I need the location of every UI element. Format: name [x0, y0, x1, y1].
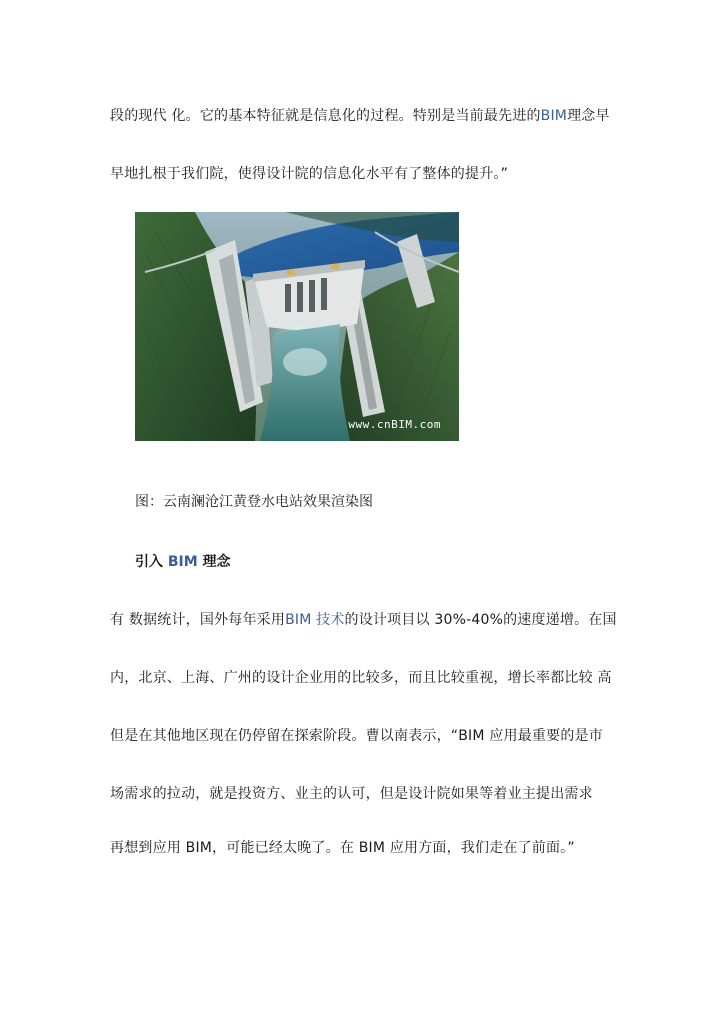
image-watermark: www.cnBIM.com [348, 418, 441, 431]
paragraph-line: 再想到应用 BIM，可能已经太晚了。在 BIM 应用方面，我们走在了前面。” [110, 840, 575, 856]
paragraph-line: 内，北京、上海、广州的设计企业用的比较多，而且比较重视，增长率都比较 高 [110, 670, 612, 686]
text-segment: 的设计项目以 30%-40%的速度递增。在国 [344, 612, 617, 628]
heading-bim-link[interactable]: BIM [167, 554, 198, 570]
heading-text: 引入 [135, 554, 168, 570]
bim-technology-link[interactable]: BIM 技术 [285, 612, 345, 628]
heading-text: 理念 [197, 554, 231, 570]
paragraph-line [110, 610, 630, 630]
section-heading [135, 552, 231, 572]
bim-link[interactable]: BIM [540, 108, 568, 124]
paragraph-line [110, 106, 630, 126]
paragraph-line: 场需求的拉动，就是投资方、业主的认可，但是设计院如果等着业主提出需求 [110, 786, 593, 802]
dam-render-image [135, 212, 459, 441]
paragraph-line: 早地扎根于我们院，使得设计院的信息化水平有了整体的提升。” [110, 166, 509, 182]
figure-caption: 图：云南澜沧江黄登水电站效果渲染图 [135, 494, 373, 510]
dam-illustration [135, 212, 459, 441]
paragraph-line: 但是在其他地区现在仍停留在探索阶段。曹以南表示，“BIM 应用最重要的是市 [110, 728, 603, 744]
text-segment: 理念早 [567, 108, 610, 124]
text-segment: 有 数据统计，国外每年采用 [110, 612, 286, 628]
text-segment: 段的现代 化。它的基本特征就是信息化的过程。特别是当前最先进的 [110, 108, 541, 124]
